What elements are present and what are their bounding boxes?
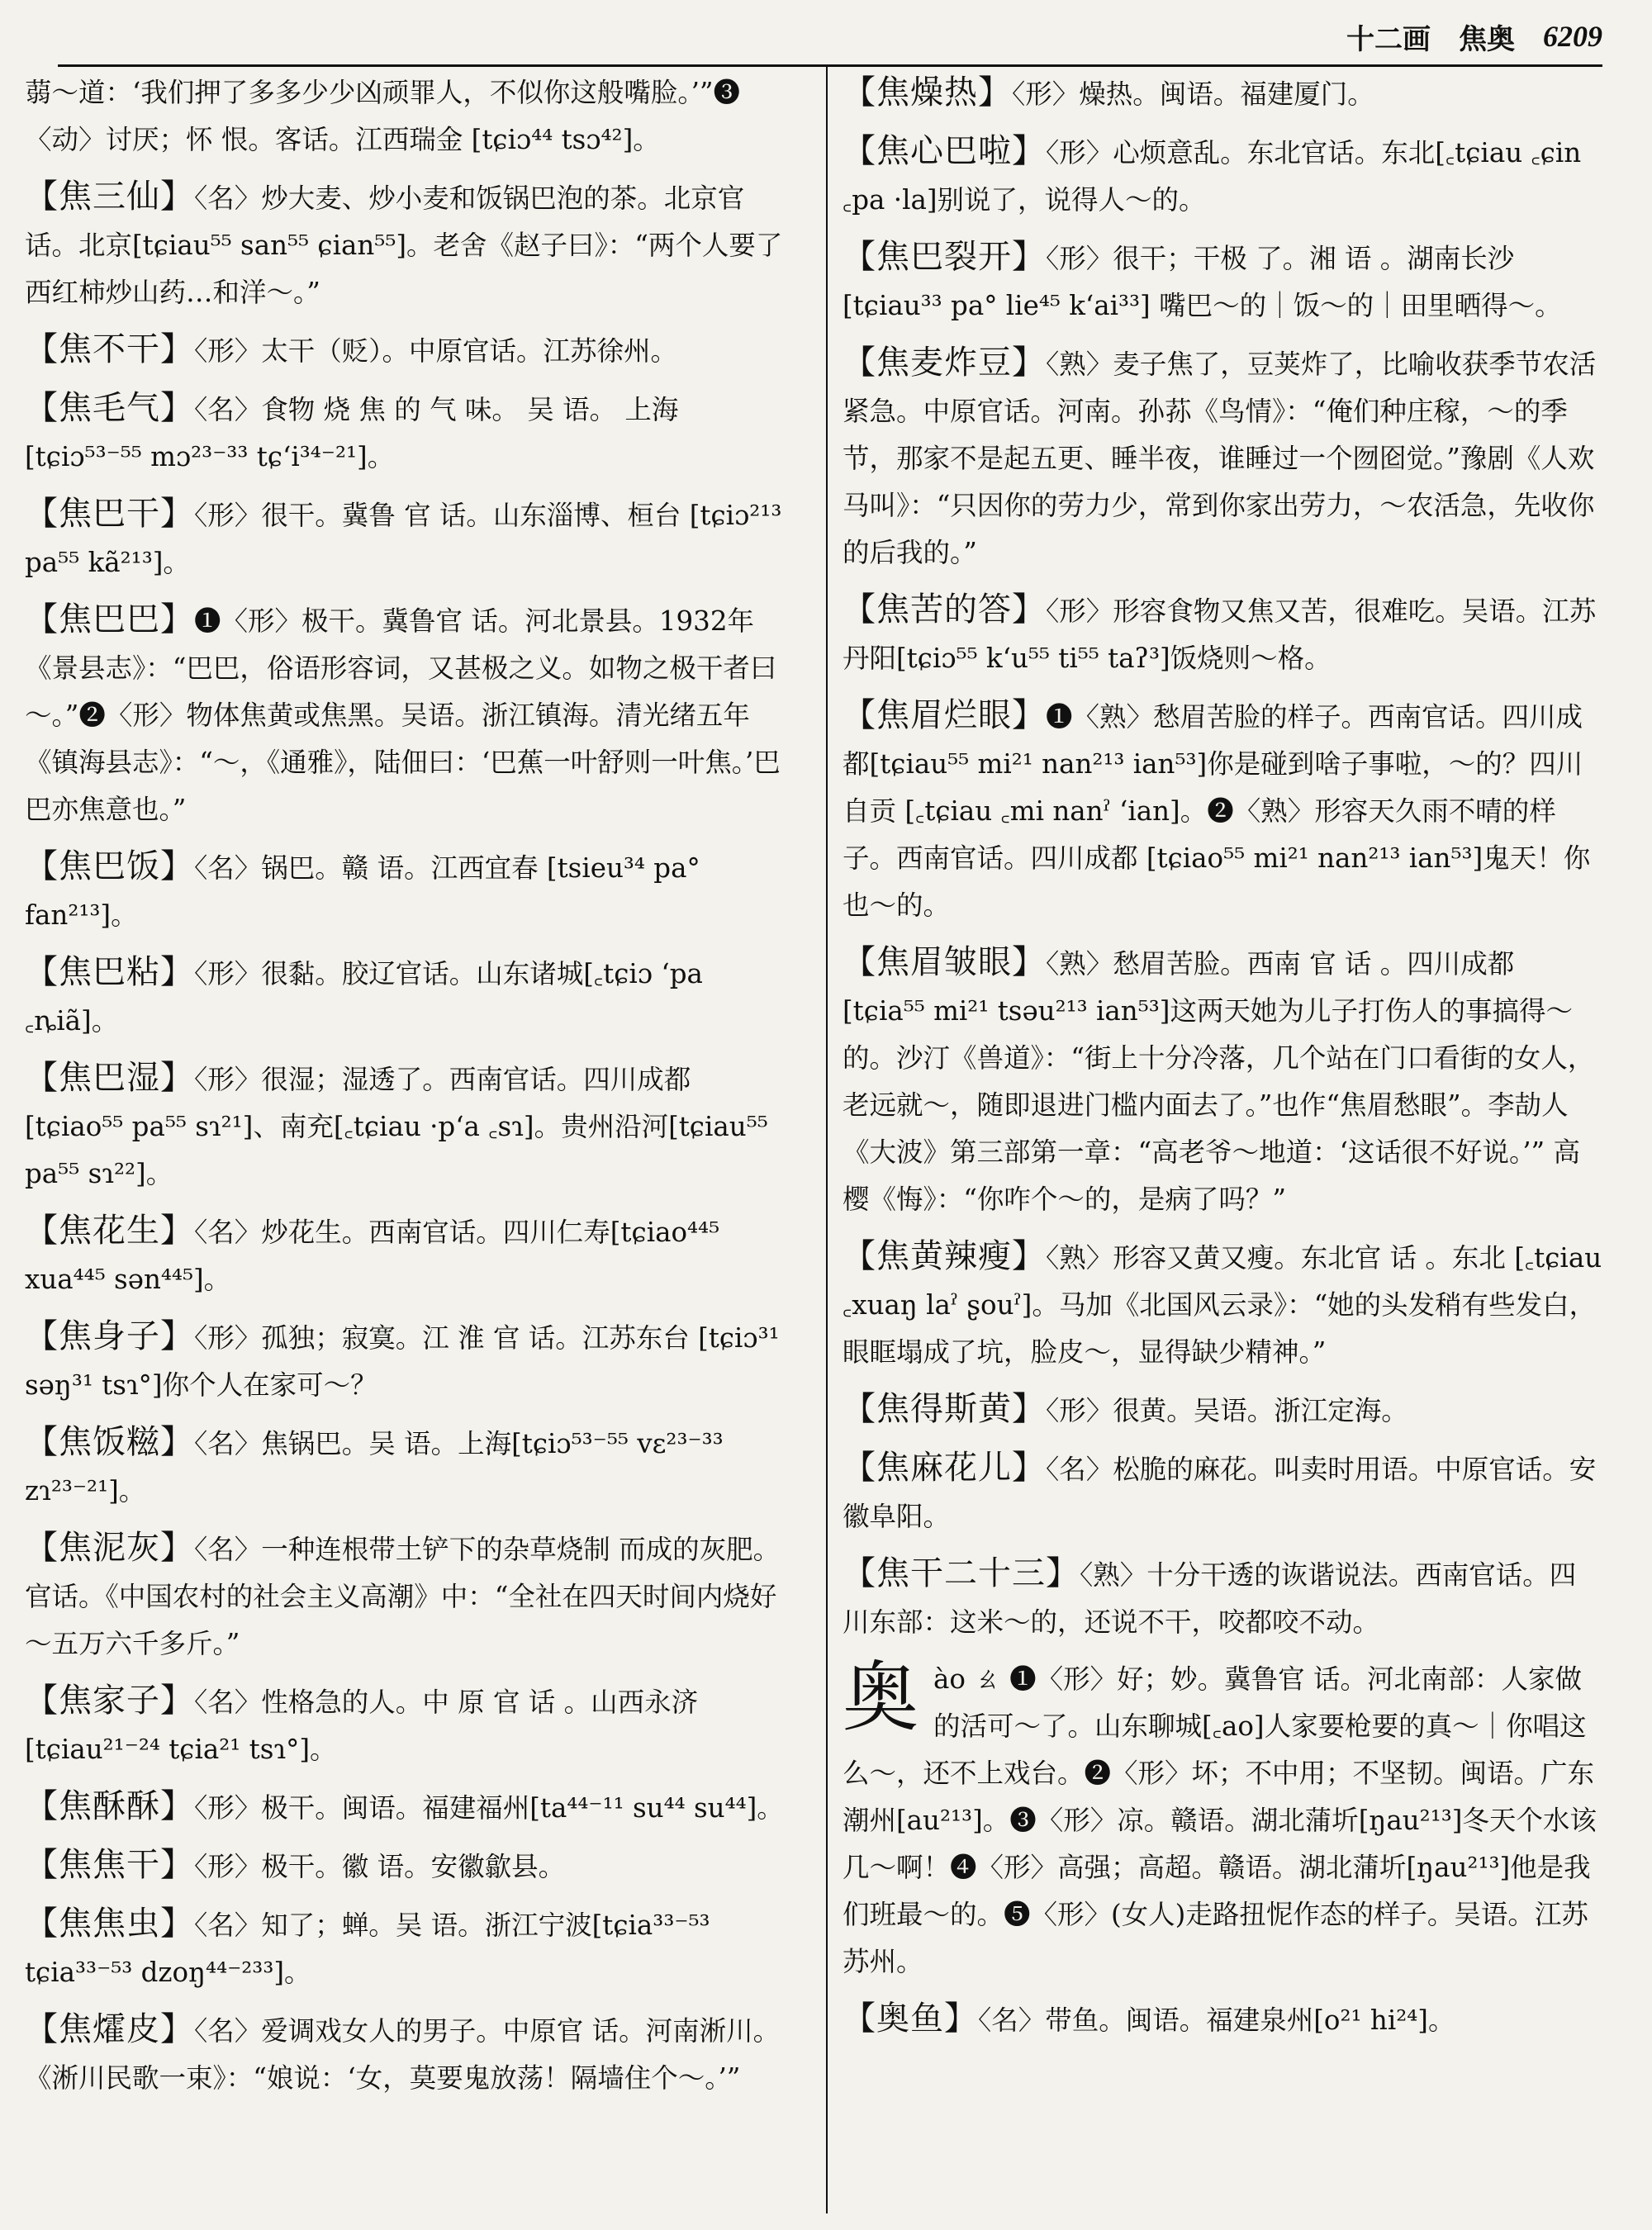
headword: 【焦巴巴】: [25, 600, 194, 638]
entry: 【焦泥灰】〈名〉一种连根带土铲下的杂草烧制 而成的灰肥。官话。《中国农村的社会主义高潮》中：“全社在四天时间内烧好～五万六千多斤。”: [25, 1529, 781, 1659]
headword: 【焦巴湿】: [25, 1059, 194, 1097]
headword: 【焦黄辣瘦】: [843, 1237, 1046, 1275]
right-column: [843, 69, 1602, 2044]
entry: 【焦巴饭】〈名〉锅巴。赣 语。江西宜春 [tsieu³⁴ pa° fan²¹³]。: [25, 847, 700, 931]
headword: 【焦巴饭】: [25, 847, 194, 885]
entry-continued: 蒻～道：‘我们押了多多少少凶顽罪人，不似你这般嘴脸。’”❸〈动〉讨厌；怀 恨。客话。江西瑞金 [tɕiɔ⁴⁴ tsɔ⁴²]。: [25, 77, 741, 155]
entry-ao: 奥ào ㄠ ❶〈形〉好；妙。冀鲁官 话。河北南部：人家做的活可～了。山东聊城[꜀ao]人家要枪要的真～｜你唱这么～，还不上戏台。❷〈形〉坏；不中用；不坚韧。闽语。广东潮州[au²¹³]。❸〈形〉凉。赣语。湖北蒲圻[ŋau²¹³]冬天个水该几～啊！❹〈形〉高强；高超。赣语。湖北蒲圻[ŋau²¹³]他是我们班最～的。❺〈形〉(女人)走路扭怩作态的样子。吴语。江苏苏州。: [843, 1654, 1597, 1977]
entry: 【焦巴粘】〈形〉很黏。胶辽官话。山东诸城[꜀tɕiɔ ʻpa ꜀ȵiã]。: [25, 953, 703, 1037]
entry: 【焦饭糍】〈名〉焦锅巴。吴 语。上海[tɕiɔ⁵³⁻⁵⁵ vɛ²³⁻³³ zɿ²³⁻²¹]。: [25, 1423, 724, 1506]
headword: 【焦㸌皮】: [25, 2010, 194, 2048]
headword: 【焦焦干】: [25, 1846, 194, 1884]
headword: 【焦不干】: [25, 330, 194, 368]
header-rule: [58, 64, 1602, 67]
entry: 【焦心巴啦】〈形〉心烦意乱。东北官话。东北[꜀tɕiau ꜀ɕin ꜀pa ·la]别说了，说得人～的。: [843, 132, 1582, 216]
entry: 【焦苦的答】〈形〉形容食物又焦又苦，很难吃。吴语。江苏丹阳[tɕiɔ⁵⁵ kʻu⁵⁵ ti⁵⁵ taʔ³]饭烧则～格。: [843, 591, 1597, 674]
entry: 【焦焦虫】〈名〉知了；蝉。吴 语。浙江宁波[tɕia³³⁻⁵³ tɕia³³⁻⁵³ dzoŋ⁴⁴⁻²³³]。: [25, 1905, 710, 1988]
entry: 【焦巴裂开】〈形〉很干；干极 了。湘 语 。湖南长沙 [tɕiau³³ pa° lie⁴⁵ kʻai³³] 嘴巴～的｜饭～的｜田里晒得～。: [843, 238, 1562, 321]
entry: 【焦得斯黄】〈形〉很黄。吴语。浙江定海。: [843, 1390, 1408, 1428]
entry: 【焦家子】〈名〉性格急的人。中 原 官 话 。山西永济 [tɕiau²¹⁻²⁴ tɕia²¹ tsɿ°]。: [25, 1682, 699, 1765]
headword: 【焦干二十三】: [843, 1554, 1080, 1592]
entry: 【焦身子】〈形〉孤独；寂寞。江 淮 官 话。江苏东台 [tɕiɔ³¹ səŋ³¹ tsɿ°]你个人在家可～？: [25, 1317, 780, 1401]
headword: 【焦巴裂开】: [843, 238, 1046, 276]
page-number: 6209: [1543, 20, 1602, 53]
column-divider: [826, 66, 828, 2213]
entry: 【焦焦干】〈形〉极干。徽 语。安徽歙县。: [25, 1846, 566, 1884]
entry: 【奥鱼】〈名〉带鱼。闽语。福建泉州[o²¹ hi²⁴]。: [843, 2000, 1455, 2038]
section-label: 十二画: [1346, 22, 1431, 56]
entry-jiao-san-xian: 【焦三仙】〈名〉炒大麦、炒小麦和饭锅巴泡的茶。北京官话。北京[tɕiau⁵⁵ san⁵⁵ ɕian⁵⁵]。老舍《赵子曰》：“两个人要了西红柿炒山药…和洋～。”: [25, 178, 783, 308]
entry: 【焦毛气】〈名〉食物 烧 焦 的 气 味。 吴 语。 上海 [tɕiɔ⁵³⁻⁵⁵ mɔ²³⁻³³ tɕʻi³⁴⁻²¹]。: [25, 389, 679, 472]
headword: 【焦三仙】: [25, 178, 194, 216]
entry: 【焦花生】〈名〉炒花生。西南官话。四川仁寿[tɕiao⁴⁴⁵ xua⁴⁴⁵ sən⁴⁴⁵]。: [25, 1212, 720, 1295]
entry: 【焦不干】〈形〉太干（贬）。中原官话。江苏徐州。: [25, 330, 678, 368]
entry: 【焦麻花儿】〈名〉松脆的麻花。叫卖时用语。中原官话。安徽阜阳。: [843, 1449, 1597, 1532]
headword: 【焦花生】: [25, 1212, 194, 1250]
headword: 【焦燥热】: [843, 74, 1012, 112]
headword: 【焦苦的答】: [843, 591, 1046, 629]
headword: 【焦身子】: [25, 1317, 194, 1355]
headword: 【焦饭糍】: [25, 1423, 194, 1461]
headword: 【焦巴粘】: [25, 953, 194, 991]
headword: 【焦麦炸豆】: [843, 344, 1046, 382]
entry: 【焦麦炸豆】〈熟〉麦子焦了，豆荚炸了，比喻收获季节农活紧急。中原官话。河南。孙荪《鸟情》：“俺们种庄稼，～的季节，那家不是起五更、睡半夜，谁睡过一个囫囵觉。”豫剧《人欢马叫》：“只因你的劳力少，常到你家出劳力，～农活急，先收你的后我的。”: [843, 344, 1597, 568]
entry: 【焦酥酥】〈形〉极干。闽语。福建福州[ta⁴⁴⁻¹¹ su⁴⁴ su⁴⁴]。: [25, 1787, 784, 1825]
entry: 【焦巴巴】❶〈形〉极干。冀鲁官 话。河北景县。1932年《景县志》：“巴巴，俗语形容词，又甚极之义。如物之极干者曰～。”❷〈形〉物体焦黄或焦黑。吴语。浙江镇海。清光绪五年《镇海县志》：“～，《通雅》，陆佃曰：‘巴蕉一叶舒则一叶焦。’巴巴亦焦意也。”: [25, 600, 781, 825]
left-column: [25, 69, 785, 2102]
index-chars: 焦奥: [1459, 22, 1515, 56]
entry: 【焦眉烂眼】❶〈熟〉愁眉苦脸的样子。西南官话。四川成都[tɕiau⁵⁵ mi²¹ nan²¹³ ian⁵³]你是碰到啥子事啦，～的？四川自贡 [꜀tɕiau ꜀mi nanˀ ʻian]。❷〈熟〉形容天久雨不晴的样子。西南官话。四川成都 [tɕiao⁵⁵ mi²¹ nan²¹³ ian⁵³]鬼天！你也～的。: [843, 696, 1591, 921]
entry: 【焦黄辣瘦】〈熟〉形容又黄又瘦。东北官 话 。东北 [꜀tɕiau ꜀xuaŋ laˀ ʂouˀ]。马加《北国风云录》：“她的头发稍有些发白，眼眶塌成了坑，脸皮～，显得缺少精神。”: [843, 1237, 1602, 1368]
headword: 【焦毛气】: [25, 389, 194, 427]
page-header: [58, 12, 1602, 61]
entry: 【焦燥热】〈形〉燥热。闽语。福建厦门。: [843, 74, 1374, 112]
headword: 【焦眉烂眼】: [843, 696, 1046, 734]
headword: 【奥鱼】: [843, 2000, 978, 2038]
headword: 【焦家子】: [25, 1682, 194, 1720]
headword: 【焦得斯黄】: [843, 1390, 1046, 1428]
entry: 【焦眉皱眼】〈熟〉愁眉苦脸。西南 官 话 。四川成都 [tɕia⁵⁵ mi²¹ tsəu²¹³ ian⁵³]这两天她为儿子打伤人的事搞得～的。沙汀《兽道》：“街上十分冷落，几个站在门口看街的女人，老远就～，随即退进门槛内面去了。”也作“焦眉愁眼”。李劼人《大波》第三部第一章：“高老爷～地道：‘这话很不好说。’” 高樱《悔》：“你咋个～的，是病了吗？”: [843, 943, 1595, 1215]
big-headword: 奥: [843, 1654, 919, 1742]
entry: 【焦㸌皮】〈名〉爱调戏女人的男子。中原官 话。河南淅川。《淅川民歌一束》：“娘说：‘女，莫要鬼放荡！隔墙住个～。’”: [25, 2010, 781, 2094]
entry: 【焦干二十三】〈熟〉十分干透的诙谐说法。西南官话。四川东部：这米～的，还说不干，咬都咬不动。: [843, 1554, 1577, 1638]
headword: 【焦巴干】: [25, 495, 194, 533]
headword: 【焦泥灰】: [25, 1529, 194, 1567]
entry: 【焦巴干】〈形〉很干。冀鲁 官 话。山东淄博、桓台 [tɕiɔ²¹³ pa⁵⁵ kã²¹³]。: [25, 495, 782, 578]
headword: 【焦酥酥】: [25, 1787, 194, 1825]
entry: 【焦巴湿】〈形〉很湿；湿透了。西南官话。四川成都 [tɕiao⁵⁵ pa⁵⁵ sɿ²¹]、南充[꜀tɕiau ·pʻa ꜀sɿ]。贵州沿河[tɕiau⁵⁵ pa⁵⁵ sɿ²²]。: [25, 1059, 768, 1189]
headword: 【焦眉皱眼】: [843, 943, 1046, 981]
headword: 【焦心巴啦】: [843, 132, 1046, 170]
headword: 【焦焦虫】: [25, 1905, 194, 1943]
headword: 【焦麻花儿】: [843, 1449, 1046, 1487]
